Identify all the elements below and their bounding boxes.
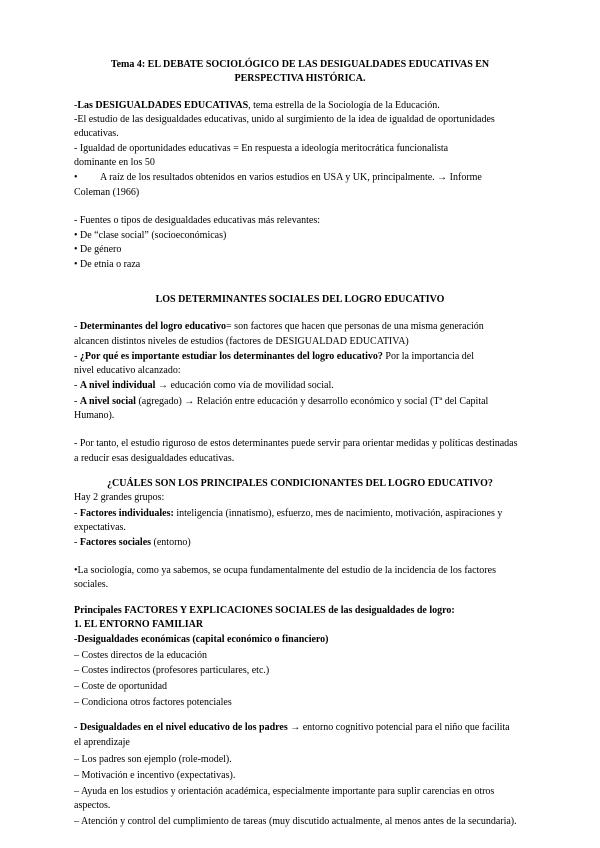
paragraph-line: - ¿Por qué es importante estudiar los determinantes del logro educativo? Por la importancia del: [74, 351, 474, 362]
list-item: • De “clase social” (socioeconómicas): [74, 230, 227, 241]
subsection-heading: 1. EL ENTORNO FAMILIAR: [74, 619, 204, 630]
paragraph-line: - Desigualdades en el nivel educativo de los padres → entorno cognitivo potencial para el niño que facilita: [74, 722, 510, 733]
section-heading: Principales FACTORES Y EXPLICACIONES SOCIALES de las desigualdades de logro:: [74, 605, 455, 616]
paragraph-line: •La sociología, como ya sabemos, se ocupa fundamentalmente del estudio de la incidencia de los factores: [74, 565, 496, 576]
list-item: – Coste de oportunidad: [74, 681, 168, 692]
subsection-heading: -Desigualdades económicas (capital económico o financiero): [74, 634, 329, 645]
list-item: – Motivación e incentivo (expectativas).: [74, 770, 236, 781]
list-item: – Atención y control del cumplimiento de tareas (muy discutido actualmente, al menos antes de la secundaria).: [74, 816, 517, 827]
paragraph-line: Humano).: [74, 410, 115, 421]
intro-line: dominante en los 50: [74, 157, 155, 168]
intro-line: Coleman (1966): [74, 187, 140, 198]
intro-line: A raíz de los resultados obtenidos en varios estudios en USA y UK, principalmente. → Informe: [100, 172, 482, 183]
paragraph-line: expectativas.: [74, 522, 126, 533]
list-item: – Los padres son ejemplo (role-model).: [74, 754, 232, 765]
list-item: • De etnia o raza: [74, 259, 141, 270]
section-heading: ¿CUÁLES SON LOS PRINCIPALES CONDICIONANTES DEL LOGRO EDUCATIVO?: [107, 478, 493, 489]
list-item: – Ayuda en los estudios y orientación académica, especialmente importante para suplir carencias en otros: [74, 786, 495, 797]
page-title-line2: PERSPECTIVA HISTÓRICA.: [234, 73, 366, 84]
paragraph-line: a reducir esas desigualdades educativas.: [74, 453, 235, 464]
paragraph-line: el aprendizaje: [74, 737, 130, 748]
paragraph-line: nivel educativo alcanzado:: [74, 365, 181, 376]
intro-line: -Las DESIGUALDADES EDUCATIVAS, tema estrella de la Sociología de la Educación.: [74, 100, 440, 111]
paragraph-line: alcancen distintos niveles de estudios (factores de DESIGUALDAD EDUCATIVA): [74, 336, 409, 347]
section-heading: LOS DETERMINANTES SOCIALES DEL LOGRO EDUCATIVO: [155, 294, 445, 305]
intro-line: -El estudio de las desigualdades educativas, unido al surgimiento de la idea de igualdad de oportunidades: [74, 114, 495, 125]
list-item: • De género: [74, 244, 122, 255]
page-title: Tema 4: EL DEBATE SOCIOLÓGICO DE LAS DESIGUALDADES EDUCATIVAS EN: [110, 59, 490, 70]
list-item: – Costes directos de la educación: [74, 650, 208, 661]
paragraph-line: - Determinantes del logro educativo= son factores que hacen que personas de una misma generación: [74, 321, 484, 332]
intro-line: - Igualdad de oportunidades educativas = En respuesta a ideología meritocrática funcionalista: [74, 143, 449, 154]
paragraph-line: - Factores individuales: inteligencia (innatismo), esfuerzo, mes de nacimiento, motivación, aspiraciones y: [74, 508, 503, 519]
list-item: – Costes indirectos (profesores particulares, etc.): [74, 665, 270, 676]
types-heading: - Fuentes o tipos de desigualdades educativas más relevantes:: [74, 215, 321, 226]
list-item: aspectos.: [74, 800, 111, 811]
paragraph-line: - Factores sociales (entorno): [74, 537, 191, 548]
paragraph-line: - A nivel social (agregado) → Relación entre educación y desarrollo económico y social (Tª del Capital: [74, 396, 489, 407]
paragraph-line: - A nivel individual → educación como vía de movilidad social.: [74, 380, 334, 391]
list-item: – Condiciona otros factores potenciales: [74, 697, 232, 708]
paragraph-line: Hay 2 grandes grupos:: [74, 492, 165, 503]
paragraph-line: - Por tanto, el estudio riguroso de estos determinantes puede servir para orientar medidas y políticas destinadas: [74, 438, 518, 449]
paragraph-line: sociales.: [74, 579, 109, 590]
intro-line: educativas.: [74, 128, 119, 139]
bullet-icon: •: [74, 172, 78, 183]
